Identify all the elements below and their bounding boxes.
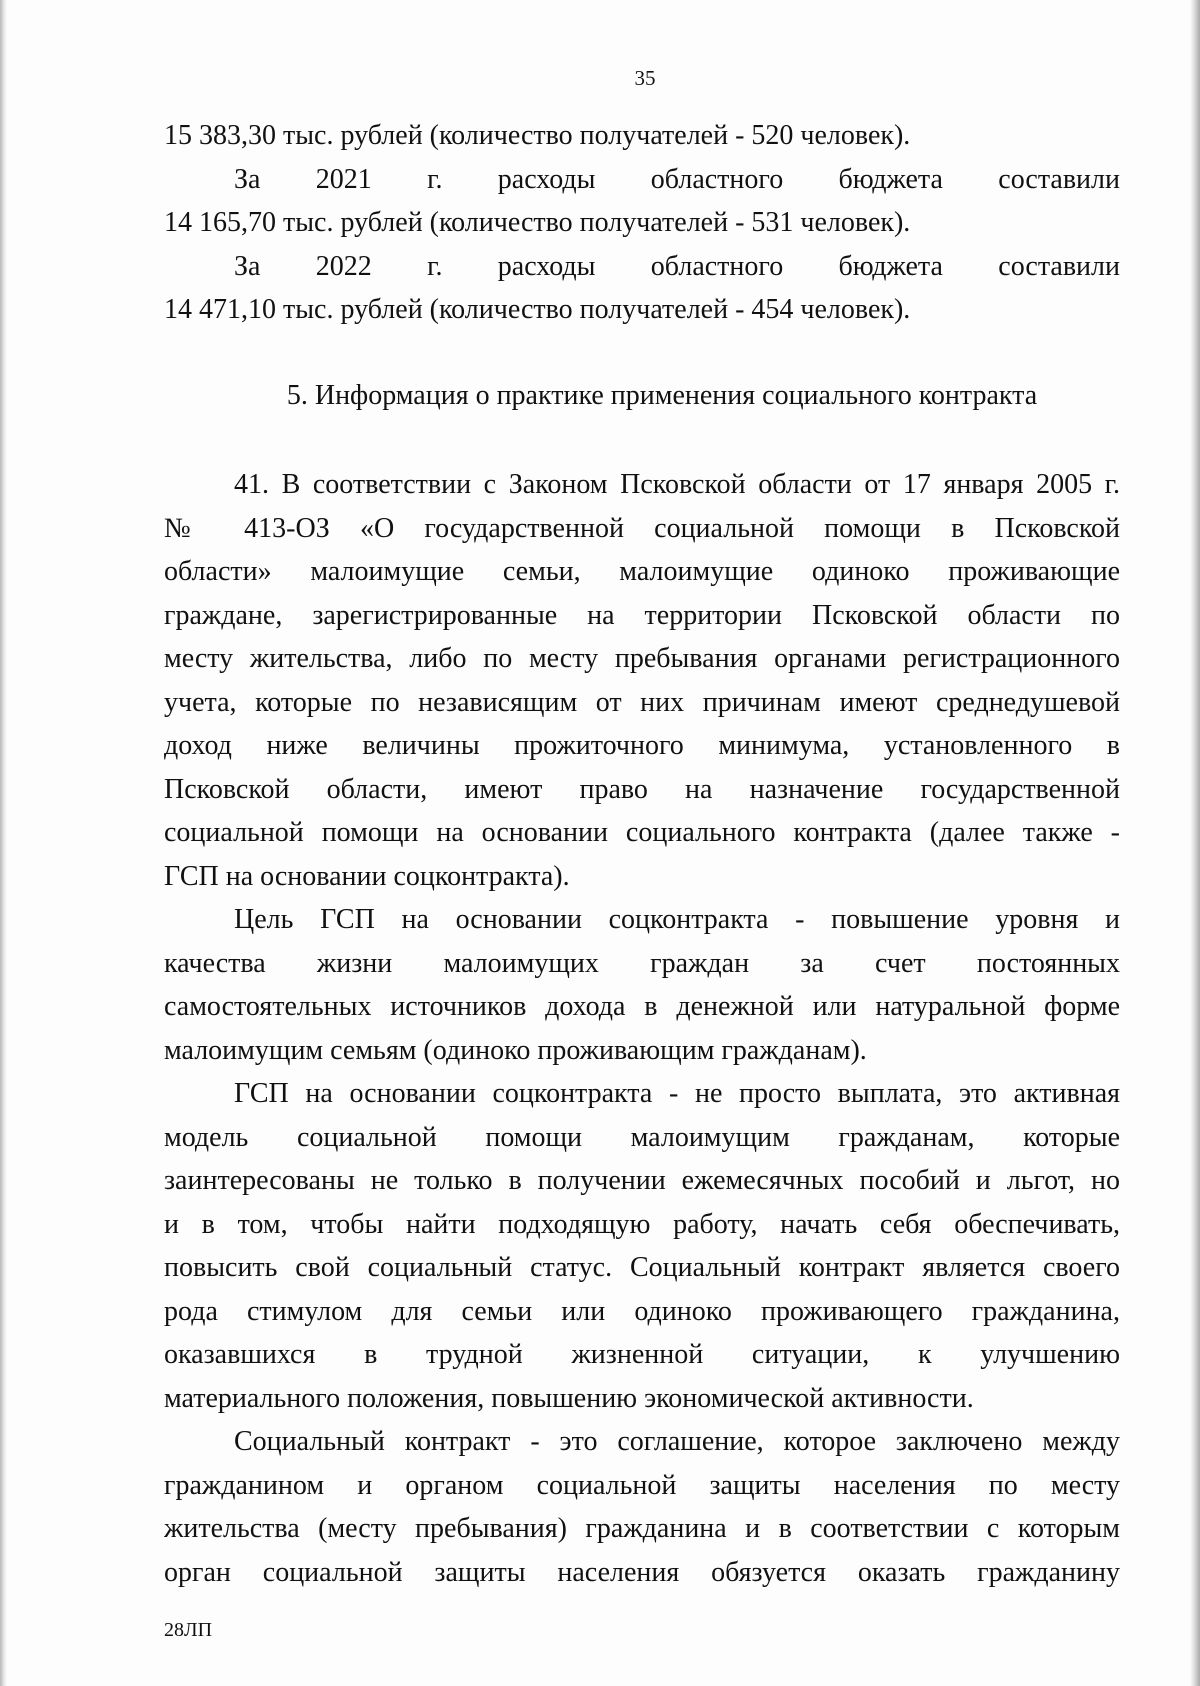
text-line: 41. В соответствии с Законом Псковской области от 17 января 2005 г.	[234, 469, 1120, 500]
top-paragraphs	[164, 114, 1120, 332]
page-number: 35	[634, 66, 656, 90]
text-line: За 2022 г. расходы областного бюджета составили	[234, 250, 1120, 282]
text-line: повысить свой социальный статус. Социальный контракт является своего	[164, 1252, 1120, 1283]
text-line: 14 471,10 тыс. рублей (количество получателей - 454 человек).	[164, 294, 911, 325]
text-line: и в том, чтобы найти подходящую работу, начать себя обеспечивать,	[164, 1208, 1120, 1240]
text-line: модель социальной помощи малоимущим гражданам, которые	[164, 1121, 1120, 1153]
text-line: учета, которые по независящим от них причинам имеют среднедушевой	[164, 686, 1120, 718]
text-line: малоимущим семьям (одиноко проживающим гражданам).	[164, 1034, 867, 1066]
text-line: Псковской области, имеют право на назначение государственной	[164, 773, 1120, 805]
scan-edge-right	[1190, 0, 1200, 1686]
text-line: самостоятельных источников дохода в денежной или натуральной форме	[164, 991, 1120, 1022]
text-line: № 413-ОЗ «О государственной социальной помощи в Псковской	[164, 512, 1120, 544]
text-line: ГСП на основании соцконтракта).	[164, 860, 570, 892]
body-paragraphs	[164, 463, 1120, 1594]
text-line: гражданином и органом социальной защиты населения по месту	[164, 1469, 1120, 1501]
text-line: социальной помощи на основании социального контракта (далее также -	[164, 817, 1120, 848]
scan-edge-left	[0, 0, 7, 1686]
text-line: заинтересованы не только в получении ежемесячных пособий и льгот, но	[164, 1165, 1120, 1196]
text-line: граждане, зарегистрированные на территории Псковской области по	[164, 599, 1120, 631]
text-line: оказавшихся в трудной жизненной ситуации, к улучшению	[164, 1339, 1120, 1370]
text-line: доход ниже величины прожиточного минимума, установленного в	[164, 730, 1120, 761]
text-line: Цель ГСП на основании соцконтракта - повышение уровня и	[234, 904, 1120, 935]
text-line: Социальный контракт - это соглашение, которое заключено между	[234, 1426, 1120, 1457]
text-line: материального положения, повышению экономической активности.	[164, 1382, 974, 1414]
text-line: жительства (месту пребывания) гражданина и в соответствии с которым	[164, 1513, 1120, 1544]
text-line: 15 383,30 тыс. рублей (количество получателей - 520 человек).	[164, 120, 911, 151]
text-line: области» малоимущие семьи, малоимущие одиноко проживающие	[164, 556, 1120, 587]
text-line: ГСП на основании соцконтракта - не просто выплата, это активная	[234, 1078, 1120, 1109]
section-heading: 5. Информация о практике применения социального контракта	[286, 380, 1038, 411]
text-line: За 2021 г. расходы областного бюджета составили	[234, 163, 1120, 195]
text-line: месту жительства, либо по месту пребывания органами регистрационного	[164, 643, 1120, 674]
text-line: качества жизни малоимущих граждан за счет постоянных	[164, 947, 1120, 979]
text-line: 14 165,70 тыс. рублей (количество получателей - 531 человек).	[164, 207, 911, 238]
text-line: орган социальной защиты населения обязуется оказать гражданину	[164, 1556, 1120, 1588]
document-code: 28ЛП	[164, 1619, 213, 1641]
text-line: рода стимулом для семьи или одиноко проживающего гражданина,	[164, 1295, 1120, 1327]
